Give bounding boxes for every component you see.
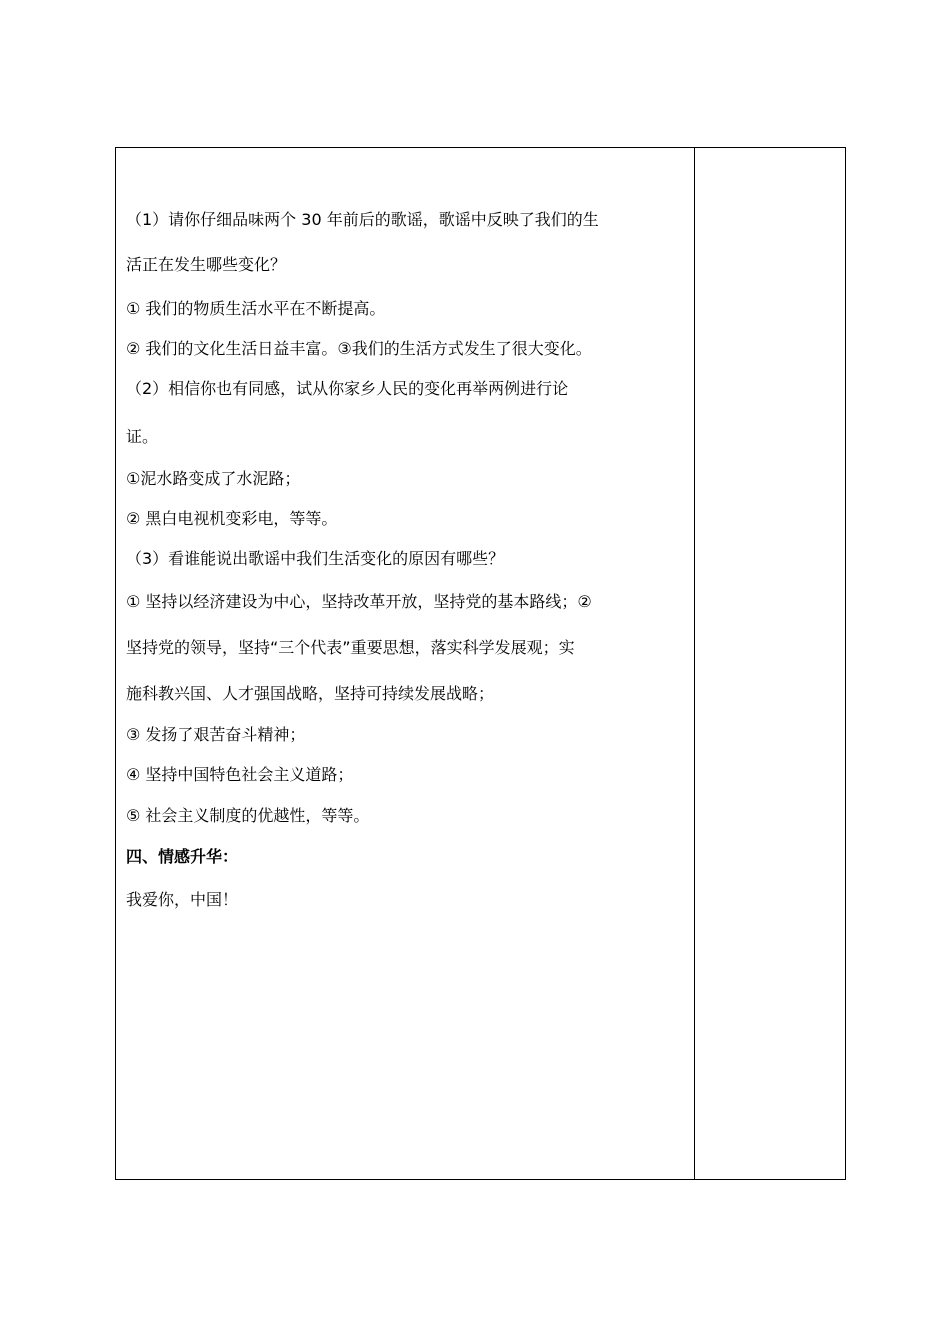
main-content-cell bbox=[116, 148, 694, 1179]
question-1-line-2: 活正在发生哪些变化？ bbox=[126, 255, 287, 274]
section-heading: 四、情感升华： bbox=[126, 847, 239, 866]
question-2-line-1: （2）相信你也有同感，试从你家乡人民的变化再举两例进行论 bbox=[126, 379, 569, 398]
answer-3-item-3: ③ 发扬了艰苦奋斗精神； bbox=[126, 725, 306, 744]
question-2-line-2: 证。 bbox=[126, 427, 159, 446]
answer-3-item-4: ④ 坚持中国特色社会主义道路； bbox=[126, 765, 354, 784]
document-table bbox=[115, 147, 846, 1180]
answer-3-item-5: ⑤ 社会主义制度的优越性，等等。 bbox=[126, 806, 370, 825]
answer-3-line-1: ① 坚持以经济建设为中心，坚持改革开放，坚持党的基本路线；② bbox=[126, 592, 592, 611]
question-3: （3）看谁能说出歌谣中我们生活变化的原因有哪些？ bbox=[126, 549, 505, 568]
closing-line: 我爱你，中国！ bbox=[126, 890, 239, 909]
answer-3-line-3: 施科教兴国、人才强国战略，坚持可持续发展战略； bbox=[126, 684, 495, 703]
answer-1-item-1: ① 我们的物质生活水平在不断提高。 bbox=[126, 299, 386, 318]
answer-1-item-2: ② 我们的文化生活日益丰富。③我们的生活方式发生了很大变化。 bbox=[126, 339, 592, 358]
answer-2-item-1: ①泥水路变成了水泥路； bbox=[126, 469, 301, 488]
answer-2-item-2: ② 黑白电视机变彩电，等等。 bbox=[126, 509, 338, 528]
answer-3-line-2: 坚持党的领导，坚持“三个代表”重要思想，落实科学发展观；实 bbox=[126, 638, 575, 657]
question-1-line-1: （1）请你仔细品味两个 30 年前后的歌谣，歌谣中反映了我们的生 bbox=[126, 210, 599, 229]
side-notes-cell bbox=[695, 148, 845, 1179]
